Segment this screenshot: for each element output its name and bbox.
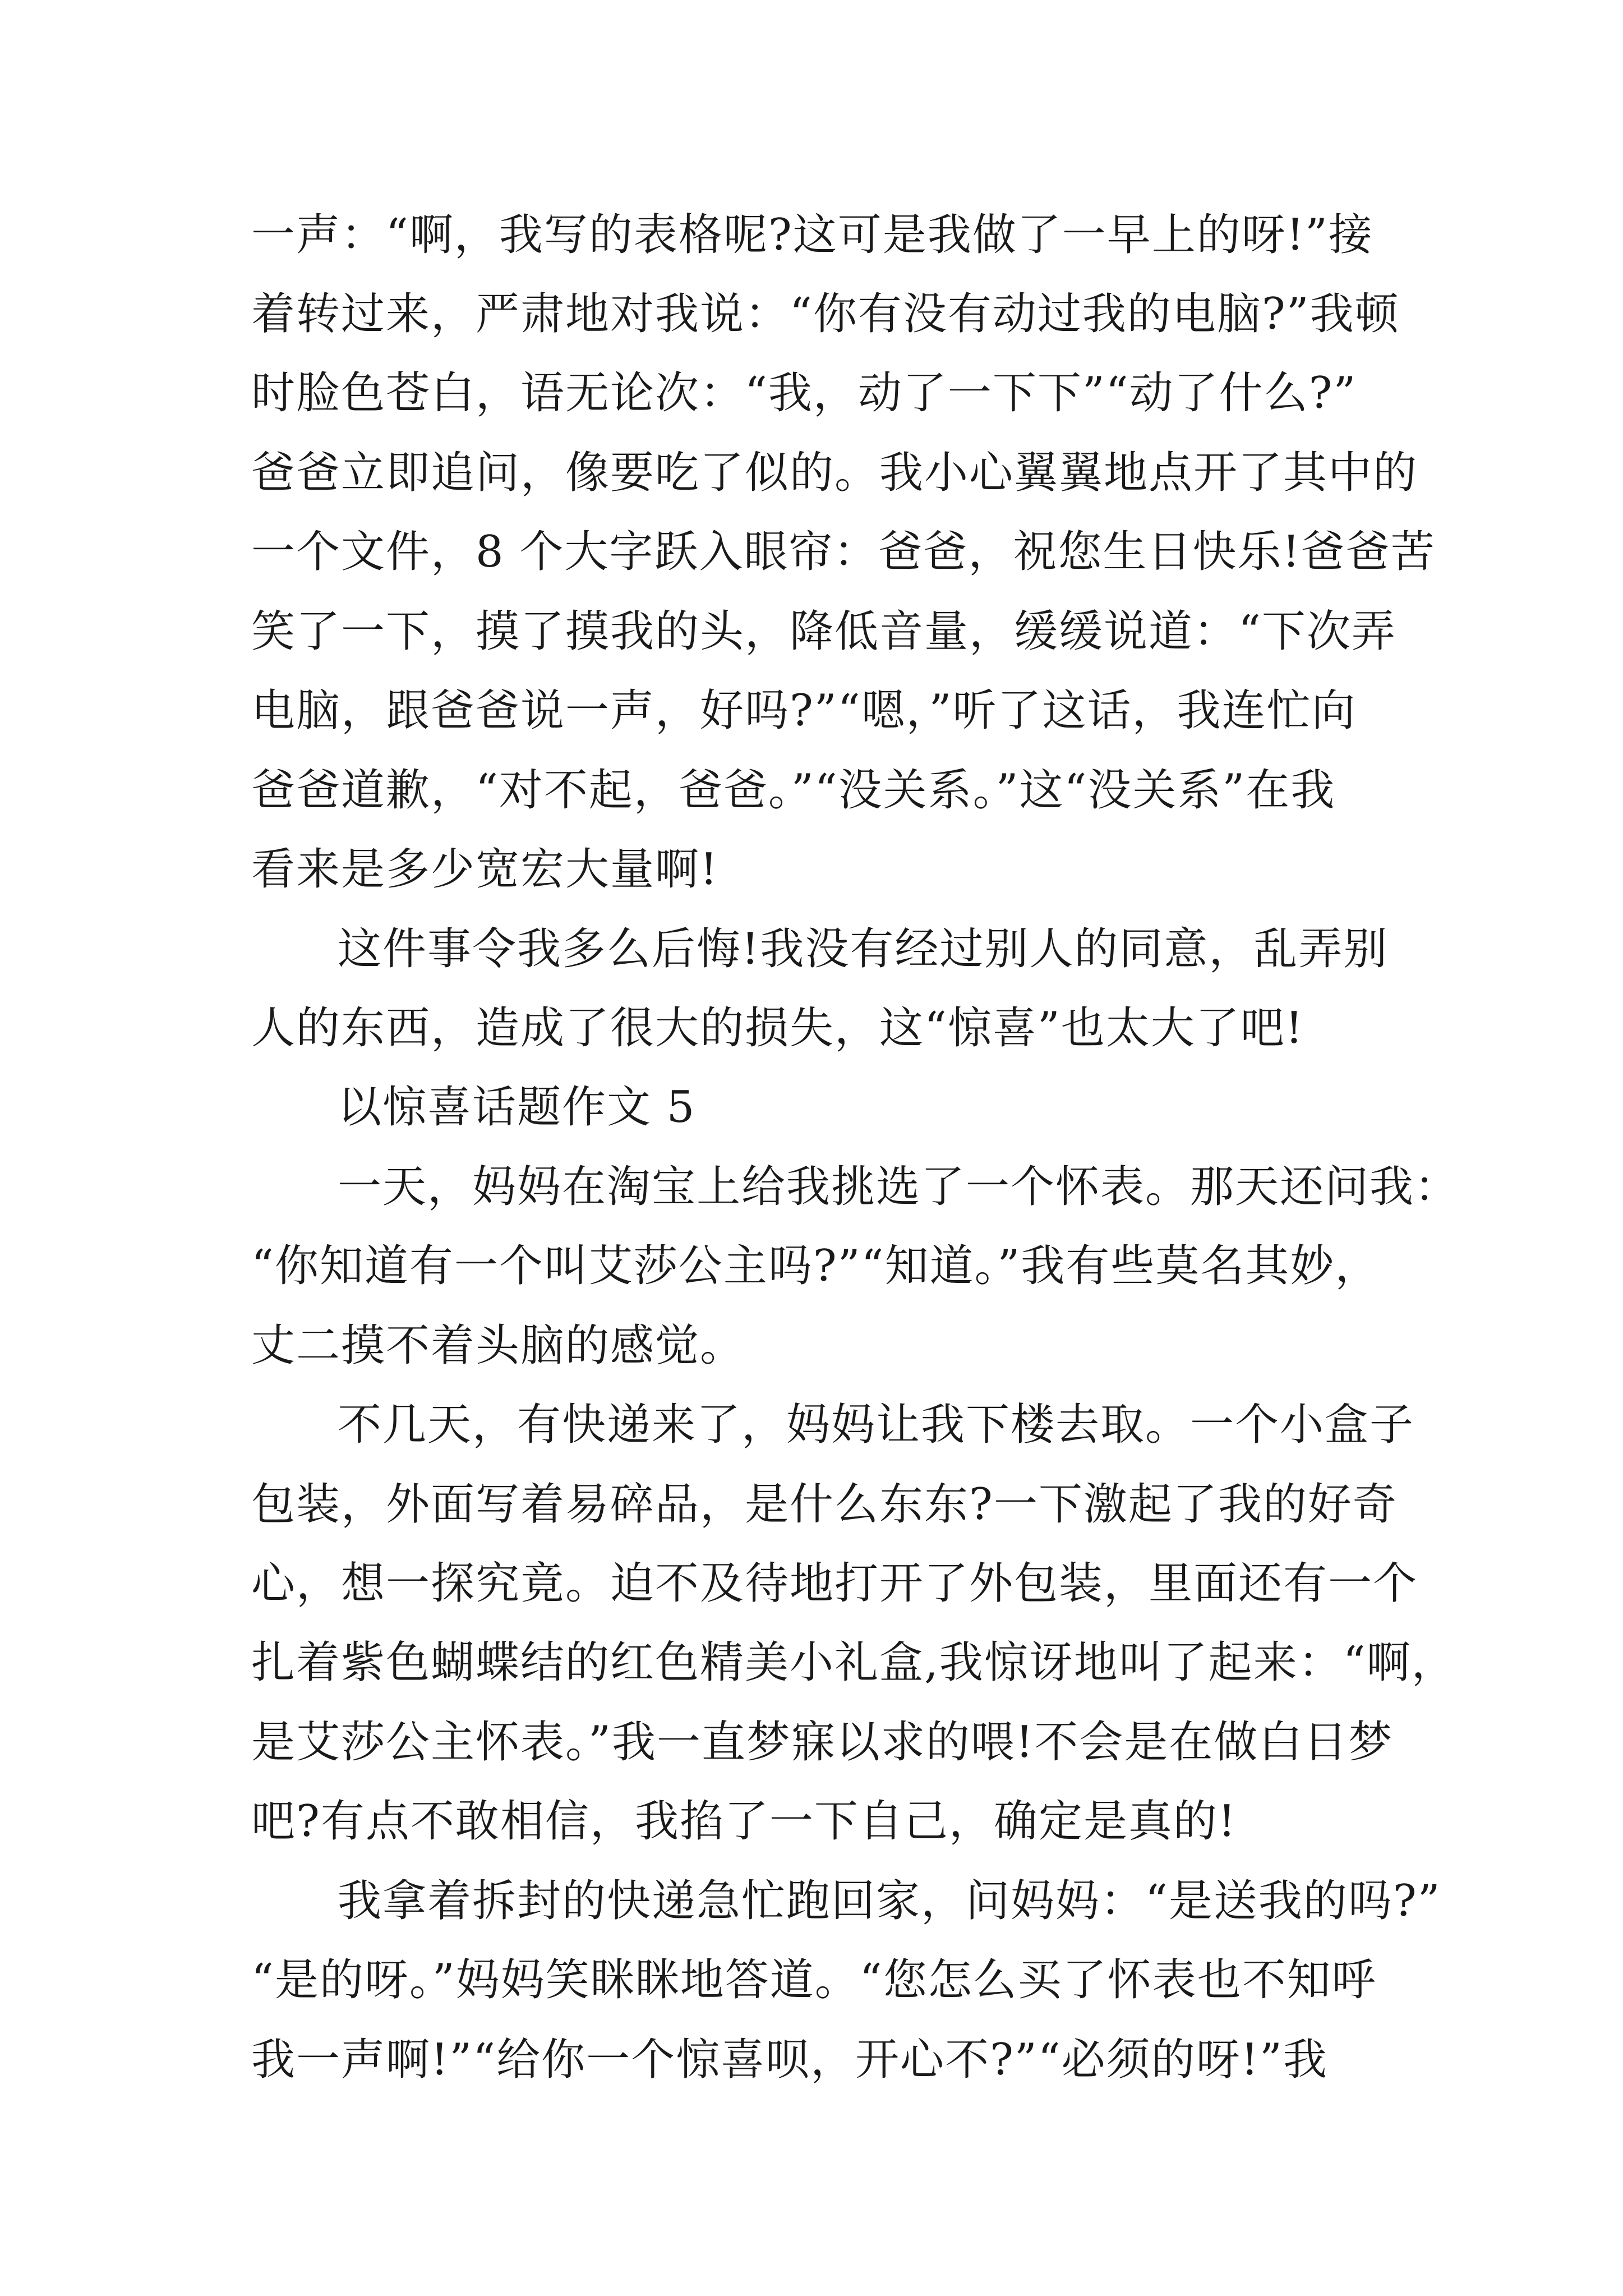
text-line: 人的东西，造成了很大的损失，这“惊喜”也太大了吧!	[251, 1003, 1304, 1053]
text-line: 扎着紫色蝴蝶结的红色精美小礼盒,我惊讶地叫了起来：“啊，	[251, 1637, 1456, 1688]
text-line: 电脑，跟爸爸说一声，好吗?”“嗯，”听了这话，我连忙向	[251, 685, 1357, 736]
text-line: 不几天，有快递来了，妈妈让我下楼去取。一个小盒子	[338, 1400, 1415, 1450]
text-line: 看来是多少宽宏大量啊!	[251, 844, 719, 895]
text-line: 笑了一下，摸了摸我的头，降低音量，缓缓说道：“下次弄	[251, 606, 1396, 657]
section-heading: 以惊喜话题作文 5	[338, 1082, 696, 1133]
text-line: 这件事令我多么后悔!我没有经过别人的同意，乱弄别	[338, 924, 1389, 974]
text-line: 心，想一探究竟。迫不及待地打开了外包装，里面还有一个	[251, 1558, 1418, 1609]
text-line: 爸爸道歉，“对不起，爸爸。”“没关系。”这“没关系”在我	[251, 765, 1336, 816]
text-line: 丈二摸不着头脑的感觉。	[251, 1320, 745, 1371]
text-line: 一声：“啊，我写的表格呢?这可是我做了一早上的呀!”接	[251, 210, 1373, 260]
text-line: 吧?有点不敢相信，我掐了一下自己，确定是真的!	[251, 1796, 1237, 1847]
text-line: 一个文件，8 个大字跃入眼帘：爸爸，祝您生日快乐!爸爸苦	[251, 527, 1436, 577]
text-line: 我拿着拆封的快递急忙跑回家，问妈妈：“是送我的吗?”	[338, 1876, 1441, 1926]
text-line: 我一声啊!”“给你一个惊喜呗，开心不?”“必须的呀!”我	[251, 2035, 1328, 2085]
text-line: 时脸色苍白，语无论次：“我，动了一下下”“动了什么?”	[251, 368, 1357, 418]
text-line: 是艾莎公主怀表。”我一直梦寐以求的喂!不会是在做白日梦	[251, 1717, 1394, 1768]
text-line: 一天，妈妈在淘宝上给我挑选了一个怀表。那天还问我：	[338, 1162, 1460, 1212]
text-line: “你知道有一个叫艾莎公主吗?”“知道。”我有些莫名其妙，	[251, 1241, 1380, 1291]
text-line: 包装，外面写着易碎品，是什么东东?一下激起了我的好奇	[251, 1479, 1398, 1530]
text-line: 着转过来，严肃地对我说：“你有没有动过我的电脑?”我顿	[251, 289, 1400, 339]
text-line: 爸爸立即追问，像要吃了似的。我小心翼翼地点开了其中的	[251, 448, 1418, 498]
text-line: “是的呀。”妈妈笑眯眯地答道。“您怎么买了怀表也不知呼	[251, 1955, 1377, 2005]
